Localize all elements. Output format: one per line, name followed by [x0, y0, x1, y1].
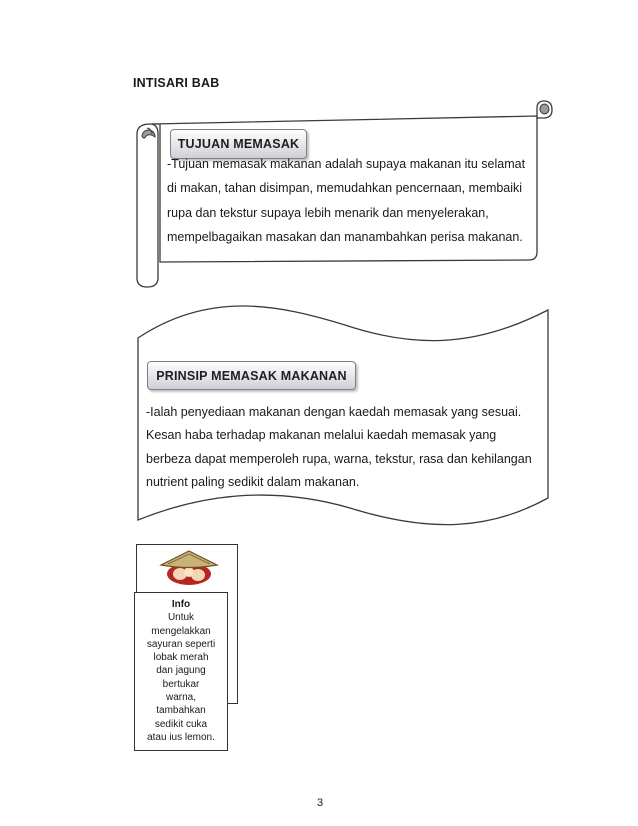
info-note: [134, 592, 228, 751]
info-line: dan jagung: [156, 665, 206, 677]
info-line: atau ius lemon.: [147, 731, 215, 743]
text-line: mempelbagaikan masakan dan manambahkan perisa makanan.: [167, 229, 523, 244]
info-line: warna,: [165, 692, 196, 704]
section-label-tujuan: TUJUAN MEMASAK: [170, 129, 307, 159]
info-line: mengelakkan: [151, 625, 211, 637]
info-line: lobak merah: [153, 652, 209, 664]
chef-hat-icon: [158, 548, 220, 588]
text-line: nutrient paling sedikit dalam makanan.: [146, 474, 360, 489]
info-line: bertukar: [162, 678, 200, 690]
text-line: Kesan haba terhadap makanan melalui kaedah memasak yang: [146, 428, 497, 443]
section-label-prinsip: PRINSIP MEMASAK MAKANAN: [147, 361, 356, 390]
info-line: sedikit cuka: [154, 718, 208, 730]
text-line: rupa dan tekstur supaya lebih menarik dan menyelerakan,: [167, 205, 489, 220]
page-heading: INTISARI BAB: [133, 76, 220, 90]
text-line: -Tujuan memasak makanan adalah supaya makanan itu selamat: [167, 157, 526, 171]
text-line: di makan, tahan disimpan, memudahkan pencernaan, membaiki: [167, 181, 523, 196]
page-number: 3: [316, 797, 324, 809]
info-line: sayuran seperti: [146, 638, 216, 650]
info-title: Info: [171, 599, 191, 610]
text-line: berbeza dapat memperoleh rupa, warna, tekstur, rasa dan kehilangan: [146, 451, 532, 466]
section1-text: [167, 152, 525, 249]
section2-text: [146, 401, 532, 494]
info-line: Untuk: [167, 612, 195, 624]
info-line: tambahkan: [156, 705, 206, 717]
text-line: -Ialah penyediaan makanan dengan kaedah memasak yang sesuai.: [146, 405, 522, 419]
